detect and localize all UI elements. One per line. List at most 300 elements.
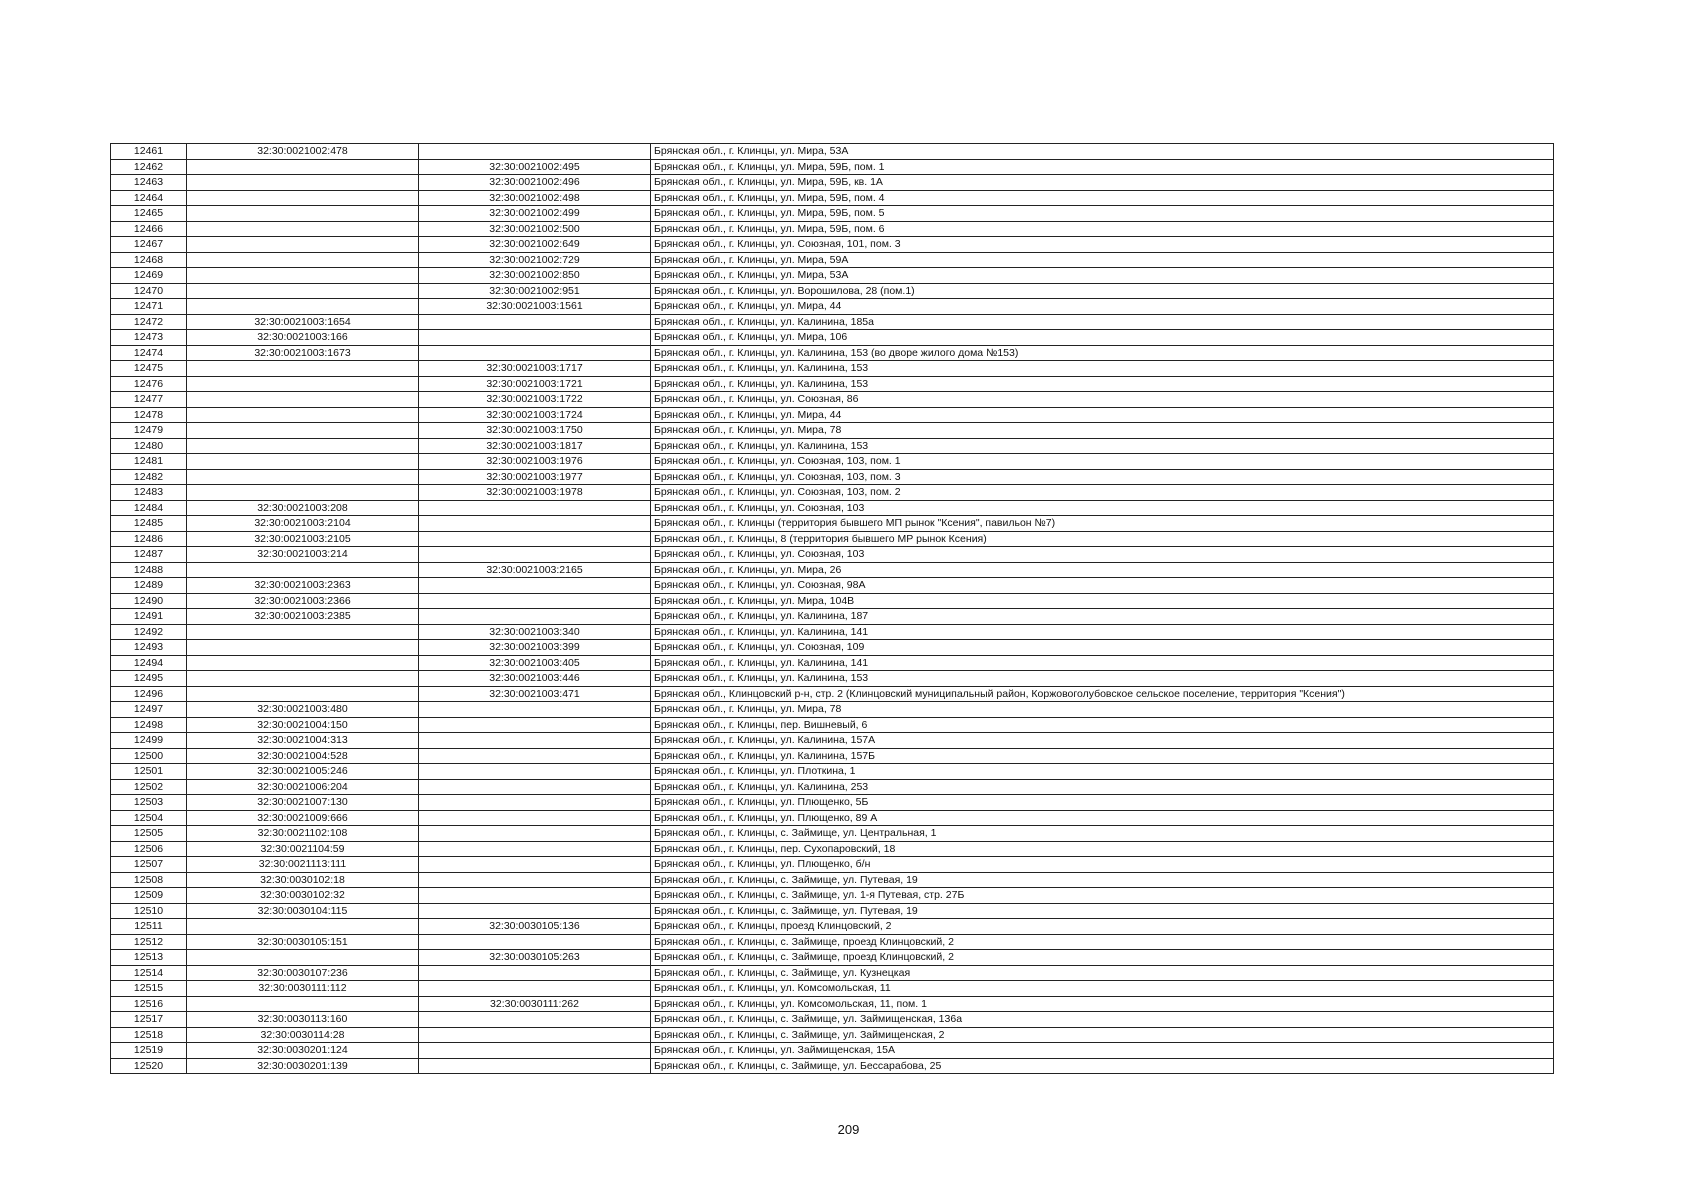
address-cell: Брянская обл., г. Клинцы, ул. Союзная, 98А (651, 578, 1554, 594)
cadastral-number-cell: 32:30:0030107:236 (187, 965, 419, 981)
table-row (111, 206, 1554, 222)
related-cadastral-number-cell (419, 547, 651, 563)
related-cadastral-number-cell: 32:30:0021003:1724 (419, 407, 651, 423)
row-number-cell: 12490 (111, 593, 187, 609)
address-cell: Брянская обл., г. Клинцы, ул. Мира, 78 (651, 702, 1554, 718)
cadastral-number-cell: 32:30:0030111:112 (187, 981, 419, 997)
table-row (111, 361, 1554, 377)
address-cell: Брянская обл., г. Клинцы, ул. Мира, 59Б, кв. 1А (651, 175, 1554, 191)
row-number-cell: 12517 (111, 1012, 187, 1028)
table-row (111, 934, 1554, 950)
registry-table (110, 143, 1554, 1074)
related-cadastral-number-cell: 32:30:0021003:340 (419, 624, 651, 640)
row-number-cell: 12465 (111, 206, 187, 222)
row-number-cell: 12467 (111, 237, 187, 253)
cadastral-number-cell (187, 206, 419, 222)
table-row (111, 826, 1554, 842)
cadastral-number-cell (187, 485, 419, 501)
cadastral-number-cell: 32:30:0030113:160 (187, 1012, 419, 1028)
row-number-cell: 12507 (111, 857, 187, 873)
related-cadastral-number-cell: 32:30:0021003:1976 (419, 454, 651, 470)
row-number-cell: 12487 (111, 547, 187, 563)
related-cadastral-number-cell (419, 330, 651, 346)
address-cell: Брянская обл., г. Клинцы, с. Займище, ул. Путевая, 19 (651, 903, 1554, 919)
related-cadastral-number-cell: 32:30:0021003:1817 (419, 438, 651, 454)
related-cadastral-number-cell (419, 702, 651, 718)
related-cadastral-number-cell (419, 810, 651, 826)
table-row (111, 624, 1554, 640)
cadastral-number-cell: 32:30:0021003:1673 (187, 345, 419, 361)
cadastral-number-cell: 32:30:0021003:2105 (187, 531, 419, 547)
table-row (111, 609, 1554, 625)
table-row (111, 841, 1554, 857)
cadastral-number-cell (187, 438, 419, 454)
address-cell: Брянская обл., г. Клинцы, с. Займище, ул. Кузнецкая (651, 965, 1554, 981)
table-row (111, 376, 1554, 392)
row-number-cell: 12475 (111, 361, 187, 377)
address-cell: Брянская обл., г. Клинцы, с. Займище, ул. Путевая, 19 (651, 872, 1554, 888)
related-cadastral-number-cell (419, 500, 651, 516)
table-row (111, 314, 1554, 330)
row-number-cell: 12504 (111, 810, 187, 826)
cadastral-number-cell: 32:30:0030102:18 (187, 872, 419, 888)
address-cell: Брянская обл., г. Клинцы, ул. Союзная, 103, пом. 3 (651, 469, 1554, 485)
table-row (111, 872, 1554, 888)
address-cell: Брянская обл., г. Клинцы, ул. Калинина, 253 (651, 779, 1554, 795)
related-cadastral-number-cell: 32:30:0021002:649 (419, 237, 651, 253)
address-cell: Брянская обл., г. Клинцы, ул. Калинина, 153 (651, 376, 1554, 392)
row-number-cell: 12501 (111, 764, 187, 780)
table-row (111, 702, 1554, 718)
cadastral-number-cell (187, 221, 419, 237)
cadastral-number-cell: 32:30:0021003:2363 (187, 578, 419, 594)
related-cadastral-number-cell (419, 934, 651, 950)
related-cadastral-number-cell: 32:30:0021003:1717 (419, 361, 651, 377)
address-cell: Брянская обл., г. Клинцы, 8 (территория бывшего МР рынок Ксения) (651, 531, 1554, 547)
table-row (111, 996, 1554, 1012)
table-row (111, 655, 1554, 671)
cadastral-number-cell: 32:30:0021009:666 (187, 810, 419, 826)
table-row (111, 593, 1554, 609)
related-cadastral-number-cell (419, 717, 651, 733)
cadastral-number-cell: 32:30:0021007:130 (187, 795, 419, 811)
address-cell: Брянская обл., г. Клинцы, ул. Ворошилова, 28 (пом.1) (651, 283, 1554, 299)
cadastral-number-cell: 32:30:0021113:111 (187, 857, 419, 873)
related-cadastral-number-cell: 32:30:0021002:850 (419, 268, 651, 284)
address-cell: Брянская обл., г. Клинцы, ул. Плющенко, 5Б (651, 795, 1554, 811)
table-row (111, 1043, 1554, 1059)
address-cell: Брянская обл., г. Клинцы, ул. Союзная, 101, пом. 3 (651, 237, 1554, 253)
related-cadastral-number-cell (419, 903, 651, 919)
row-number-cell: 12477 (111, 392, 187, 408)
row-number-cell: 12488 (111, 562, 187, 578)
cadastral-number-cell (187, 283, 419, 299)
address-cell: Брянская обл., г. Клинцы, с. Займище, ул. 1-я Путевая, стр. 27Б (651, 888, 1554, 904)
address-cell: Брянская обл., г. Клинцы, ул. Калинина, 141 (651, 655, 1554, 671)
related-cadastral-number-cell (419, 314, 651, 330)
related-cadastral-number-cell: 32:30:0021003:1750 (419, 423, 651, 439)
address-cell: Брянская обл., г. Клинцы, ул. Союзная, 103, пом. 1 (651, 454, 1554, 470)
row-number-cell: 12516 (111, 996, 187, 1012)
table-row (111, 190, 1554, 206)
table-row (111, 299, 1554, 315)
address-cell: Брянская обл., г. Клинцы, ул. Калинина, 153 (651, 361, 1554, 377)
row-number-cell: 12509 (111, 888, 187, 904)
table-row (111, 237, 1554, 253)
address-cell: Брянская обл., г. Клинцы, пер. Сухопаровский, 18 (651, 841, 1554, 857)
table-row (111, 981, 1554, 997)
row-number-cell: 12464 (111, 190, 187, 206)
address-cell: Брянская обл., г. Клинцы, ул. Мира, 59Б, пом. 1 (651, 159, 1554, 175)
row-number-cell: 12506 (111, 841, 187, 857)
related-cadastral-number-cell (419, 748, 651, 764)
related-cadastral-number-cell: 32:30:0021003:399 (419, 640, 651, 656)
row-number-cell: 12469 (111, 268, 187, 284)
row-number-cell: 12494 (111, 655, 187, 671)
row-number-cell: 12479 (111, 423, 187, 439)
address-cell: Брянская обл., г. Клинцы, ул. Калинина, 187 (651, 609, 1554, 625)
address-cell: Брянская обл., г. Клинцы, ул. Калинина, 141 (651, 624, 1554, 640)
related-cadastral-number-cell (419, 733, 651, 749)
page-number: 209 (837, 1122, 860, 1137)
row-number-cell: 12491 (111, 609, 187, 625)
address-cell: Брянская обл., г. Клинцы, ул. Мира, 59А (651, 252, 1554, 268)
cadastral-number-cell (187, 562, 419, 578)
address-cell: Брянская обл., г. Клинцы, ул. Мира, 104В (651, 593, 1554, 609)
related-cadastral-number-cell: 32:30:0021003:1561 (419, 299, 651, 315)
related-cadastral-number-cell: 32:30:0021002:951 (419, 283, 651, 299)
table-row (111, 144, 1554, 160)
address-cell: Брянская обл., г. Клинцы, ул. Калинина, 157А (651, 733, 1554, 749)
related-cadastral-number-cell: 32:30:0021002:498 (419, 190, 651, 206)
related-cadastral-number-cell: 32:30:0030105:136 (419, 919, 651, 935)
address-cell: Брянская обл., г. Клинцы, с. Займище, ул. Бессарабова, 25 (651, 1058, 1554, 1074)
address-cell: Брянская обл., г. Клинцы, ул. Союзная, 103, пом. 2 (651, 485, 1554, 501)
table-row (111, 919, 1554, 935)
cadastral-number-cell (187, 407, 419, 423)
address-cell: Брянская обл., г. Клинцы, ул. Калинина, 185а (651, 314, 1554, 330)
cadastral-number-cell: 32:30:0021003:2104 (187, 516, 419, 532)
table-row (111, 423, 1554, 439)
table-row (111, 686, 1554, 702)
related-cadastral-number-cell: 32:30:0021002:500 (419, 221, 651, 237)
table-row (111, 1058, 1554, 1074)
related-cadastral-number-cell: 32:30:0030105:263 (419, 950, 651, 966)
cadastral-number-cell (187, 376, 419, 392)
address-cell: Брянская обл., г. Клинцы, ул. Комсомольская, 11 (651, 981, 1554, 997)
row-number-cell: 12496 (111, 686, 187, 702)
row-number-cell: 12498 (111, 717, 187, 733)
cadastral-number-cell: 32:30:0021004:150 (187, 717, 419, 733)
related-cadastral-number-cell (419, 531, 651, 547)
related-cadastral-number-cell (419, 609, 651, 625)
related-cadastral-number-cell (419, 593, 651, 609)
address-cell: Брянская обл., г. Клинцы, ул. Мира, 26 (651, 562, 1554, 578)
related-cadastral-number-cell (419, 345, 651, 361)
table-row (111, 857, 1554, 873)
cadastral-number-cell (187, 237, 419, 253)
cadastral-number-cell: 32:30:0021004:528 (187, 748, 419, 764)
row-number-cell: 12476 (111, 376, 187, 392)
address-cell: Брянская обл., г. Клинцы, ул. Мира, 59Б, пом. 5 (651, 206, 1554, 222)
related-cadastral-number-cell (419, 857, 651, 873)
cadastral-number-cell: 32:30:0021003:2385 (187, 609, 419, 625)
address-cell: Брянская обл., г. Клинцы, пер. Вишневый, 6 (651, 717, 1554, 733)
table-row (111, 671, 1554, 687)
address-cell: Брянская обл., г. Клинцы, ул. Союзная, 103 (651, 500, 1554, 516)
row-number-cell: 12472 (111, 314, 187, 330)
address-cell: Брянская обл., г. Клинцы, с. Займище, проезд Клинцовский, 2 (651, 934, 1554, 950)
table-row (111, 888, 1554, 904)
related-cadastral-number-cell: 32:30:0021003:446 (419, 671, 651, 687)
related-cadastral-number-cell (419, 516, 651, 532)
address-cell: Брянская обл., г. Клинцы, ул. Плоткина, 1 (651, 764, 1554, 780)
address-cell: Брянская обл., г. Клинцы, ул. Союзная, 86 (651, 392, 1554, 408)
related-cadastral-number-cell (419, 872, 651, 888)
row-number-cell: 12497 (111, 702, 187, 718)
row-number-cell: 12513 (111, 950, 187, 966)
row-number-cell: 12489 (111, 578, 187, 594)
row-number-cell: 12463 (111, 175, 187, 191)
row-number-cell: 12515 (111, 981, 187, 997)
related-cadastral-number-cell (419, 1043, 651, 1059)
address-cell: Брянская обл., г. Клинцы, с. Займище, ул. Займищенская, 2 (651, 1027, 1554, 1043)
row-number-cell: 12514 (111, 965, 187, 981)
cadastral-number-cell (187, 919, 419, 935)
table-row (111, 392, 1554, 408)
related-cadastral-number-cell: 32:30:0021003:2165 (419, 562, 651, 578)
table-row (111, 733, 1554, 749)
address-cell: Брянская обл., г. Клинцы, ул. Мира, 44 (651, 299, 1554, 315)
table-row (111, 795, 1554, 811)
address-cell: Брянская обл., г. Клинцы, ул. Мира, 44 (651, 407, 1554, 423)
related-cadastral-number-cell: 32:30:0021002:499 (419, 206, 651, 222)
table-row (111, 810, 1554, 826)
related-cadastral-number-cell (419, 1058, 651, 1074)
address-cell: Брянская обл., г. Клинцы, ул. Мира, 53А (651, 144, 1554, 160)
cadastral-number-cell: 32:30:0021004:313 (187, 733, 419, 749)
address-cell: Брянская обл., г. Клинцы (территория бывшего МП рынок "Ксения", павильон №7) (651, 516, 1554, 532)
table-row (111, 764, 1554, 780)
cadastral-number-cell: 32:30:0021003:480 (187, 702, 419, 718)
address-cell: Брянская обл., г. Клинцы, ул. Союзная, 103 (651, 547, 1554, 563)
row-number-cell: 12503 (111, 795, 187, 811)
cadastral-number-cell (187, 655, 419, 671)
table-row (111, 640, 1554, 656)
table-row (111, 547, 1554, 563)
address-cell: Брянская обл., г. Клинцы, ул. Плющенко, 89 А (651, 810, 1554, 826)
cadastral-number-cell: 32:30:0021002:478 (187, 144, 419, 160)
table-row (111, 454, 1554, 470)
related-cadastral-number-cell (419, 795, 651, 811)
registry-table-body (111, 144, 1554, 1074)
related-cadastral-number-cell: 32:30:0021002:729 (419, 252, 651, 268)
cadastral-number-cell (187, 686, 419, 702)
address-cell: Брянская обл., г. Клинцы, ул. Мира, 106 (651, 330, 1554, 346)
row-number-cell: 12481 (111, 454, 187, 470)
cadastral-number-cell (187, 624, 419, 640)
cadastral-number-cell (187, 252, 419, 268)
row-number-cell: 12508 (111, 872, 187, 888)
cadastral-number-cell (187, 175, 419, 191)
cadastral-number-cell (187, 268, 419, 284)
cadastral-number-cell: 32:30:0021006:204 (187, 779, 419, 795)
address-cell: Брянская обл., г. Клинцы, ул. Мира, 59Б, пом. 6 (651, 221, 1554, 237)
related-cadastral-number-cell: 32:30:0021003:471 (419, 686, 651, 702)
related-cadastral-number-cell (419, 841, 651, 857)
cadastral-number-cell: 32:30:0021102:108 (187, 826, 419, 842)
table-row (111, 578, 1554, 594)
related-cadastral-number-cell (419, 144, 651, 160)
cadastral-number-cell (187, 640, 419, 656)
cadastral-number-cell (187, 190, 419, 206)
row-number-cell: 12482 (111, 469, 187, 485)
row-number-cell: 12462 (111, 159, 187, 175)
related-cadastral-number-cell (419, 981, 651, 997)
related-cadastral-number-cell (419, 578, 651, 594)
table-row (111, 903, 1554, 919)
address-cell: Брянская обл., г. Клинцы, ул. Займищенская, 15А (651, 1043, 1554, 1059)
address-cell: Брянская обл., Клинцовский р-н, стр. 2 (Клинцовский муниципальный район, Коржовоголубовское сельское поселение, территория "Ксения") (651, 686, 1554, 702)
row-number-cell: 12493 (111, 640, 187, 656)
table-row (111, 500, 1554, 516)
cadastral-number-cell: 32:30:0021003:166 (187, 330, 419, 346)
row-number-cell: 12512 (111, 934, 187, 950)
table-row (111, 345, 1554, 361)
address-cell: Брянская обл., г. Клинцы, ул. Плющенко, б/н (651, 857, 1554, 873)
address-cell: Брянская обл., г. Клинцы, ул. Мира, 78 (651, 423, 1554, 439)
row-number-cell: 12492 (111, 624, 187, 640)
row-number-cell: 12484 (111, 500, 187, 516)
address-cell: Брянская обл., г. Клинцы, с. Займище, ул. Займищенская, 136а (651, 1012, 1554, 1028)
cadastral-number-cell: 32:30:0021003:2366 (187, 593, 419, 609)
related-cadastral-number-cell: 32:30:0021003:1721 (419, 376, 651, 392)
table-row (111, 330, 1554, 346)
related-cadastral-number-cell (419, 1012, 651, 1028)
cadastral-number-cell: 32:30:0021005:246 (187, 764, 419, 780)
address-cell: Брянская обл., г. Клинцы, с. Займище, проезд Клинцовский, 2 (651, 950, 1554, 966)
cadastral-number-cell (187, 392, 419, 408)
related-cadastral-number-cell: 32:30:0021003:1977 (419, 469, 651, 485)
row-number-cell: 12471 (111, 299, 187, 315)
row-number-cell: 12486 (111, 531, 187, 547)
related-cadastral-number-cell (419, 965, 651, 981)
table-row (111, 221, 1554, 237)
address-cell: Брянская обл., г. Клинцы, ул. Калинина, 157Б (651, 748, 1554, 764)
related-cadastral-number-cell: 32:30:0021003:1978 (419, 485, 651, 501)
row-number-cell: 12499 (111, 733, 187, 749)
row-number-cell: 12474 (111, 345, 187, 361)
cadastral-number-cell: 32:30:0021003:208 (187, 500, 419, 516)
row-number-cell: 12473 (111, 330, 187, 346)
address-cell: Брянская обл., г. Клинцы, ул. Мира, 59Б, пом. 4 (651, 190, 1554, 206)
table-row (111, 159, 1554, 175)
table-row (111, 175, 1554, 191)
cadastral-number-cell (187, 423, 419, 439)
row-number-cell: 12500 (111, 748, 187, 764)
address-cell: Брянская обл., г. Клинцы, ул. Комсомольская, 11, пом. 1 (651, 996, 1554, 1012)
table-row (111, 469, 1554, 485)
row-number-cell: 12470 (111, 283, 187, 299)
table-row (111, 1012, 1554, 1028)
address-cell: Брянская обл., г. Клинцы, ул. Калинина, 153 (651, 671, 1554, 687)
cadastral-number-cell: 32:30:0030102:32 (187, 888, 419, 904)
table-row (111, 717, 1554, 733)
address-cell: Брянская обл., г. Клинцы, ул. Калинина, 153 (во дворе жилого дома №153) (651, 345, 1554, 361)
cadastral-number-cell (187, 159, 419, 175)
related-cadastral-number-cell: 32:30:0021002:495 (419, 159, 651, 175)
row-number-cell: 12511 (111, 919, 187, 935)
cadastral-number-cell (187, 671, 419, 687)
cadastral-number-cell: 32:30:0021003:1654 (187, 314, 419, 330)
table-row (111, 779, 1554, 795)
table-row (111, 407, 1554, 423)
row-number-cell: 12519 (111, 1043, 187, 1059)
row-number-cell: 12466 (111, 221, 187, 237)
related-cadastral-number-cell: 32:30:0021003:1722 (419, 392, 651, 408)
related-cadastral-number-cell (419, 764, 651, 780)
address-cell: Брянская обл., г. Клинцы, с. Займище, ул. Центральная, 1 (651, 826, 1554, 842)
row-number-cell: 12485 (111, 516, 187, 532)
row-number-cell: 12518 (111, 1027, 187, 1043)
cadastral-number-cell: 32:30:0030114:28 (187, 1027, 419, 1043)
row-number-cell: 12505 (111, 826, 187, 842)
address-cell: Брянская обл., г. Клинцы, ул. Мира, 53А (651, 268, 1554, 284)
row-number-cell: 12520 (111, 1058, 187, 1074)
row-number-cell: 12510 (111, 903, 187, 919)
cadastral-number-cell: 32:30:0030201:139 (187, 1058, 419, 1074)
cadastral-number-cell: 32:30:0030201:124 (187, 1043, 419, 1059)
table-row (111, 516, 1554, 532)
related-cadastral-number-cell (419, 1027, 651, 1043)
table-row (111, 950, 1554, 966)
cadastral-number-cell (187, 361, 419, 377)
table-row (111, 1027, 1554, 1043)
related-cadastral-number-cell: 32:30:0021003:405 (419, 655, 651, 671)
cadastral-number-cell (187, 469, 419, 485)
table-row (111, 485, 1554, 501)
cadastral-number-cell: 32:30:0030105:151 (187, 934, 419, 950)
address-cell: Брянская обл., г. Клинцы, проезд Клинцовский, 2 (651, 919, 1554, 935)
related-cadastral-number-cell: 32:30:0030111:262 (419, 996, 651, 1012)
row-number-cell: 12495 (111, 671, 187, 687)
table-row (111, 268, 1554, 284)
address-cell: Брянская обл., г. Клинцы, ул. Союзная, 109 (651, 640, 1554, 656)
row-number-cell: 12483 (111, 485, 187, 501)
cadastral-number-cell: 32:30:0030104:115 (187, 903, 419, 919)
row-number-cell: 12461 (111, 144, 187, 160)
table-row (111, 748, 1554, 764)
cadastral-number-cell: 32:30:0021104:59 (187, 841, 419, 857)
cadastral-number-cell: 32:30:0021003:214 (187, 547, 419, 563)
table-row (111, 965, 1554, 981)
cadastral-number-cell (187, 299, 419, 315)
cadastral-number-cell (187, 454, 419, 470)
table-row (111, 283, 1554, 299)
table-row (111, 252, 1554, 268)
related-cadastral-number-cell (419, 779, 651, 795)
row-number-cell: 12480 (111, 438, 187, 454)
related-cadastral-number-cell: 32:30:0021002:496 (419, 175, 651, 191)
related-cadastral-number-cell (419, 888, 651, 904)
row-number-cell: 12468 (111, 252, 187, 268)
related-cadastral-number-cell (419, 826, 651, 842)
row-number-cell: 12478 (111, 407, 187, 423)
table-row (111, 438, 1554, 454)
address-cell: Брянская обл., г. Клинцы, ул. Калинина, 153 (651, 438, 1554, 454)
row-number-cell: 12502 (111, 779, 187, 795)
cadastral-number-cell (187, 950, 419, 966)
